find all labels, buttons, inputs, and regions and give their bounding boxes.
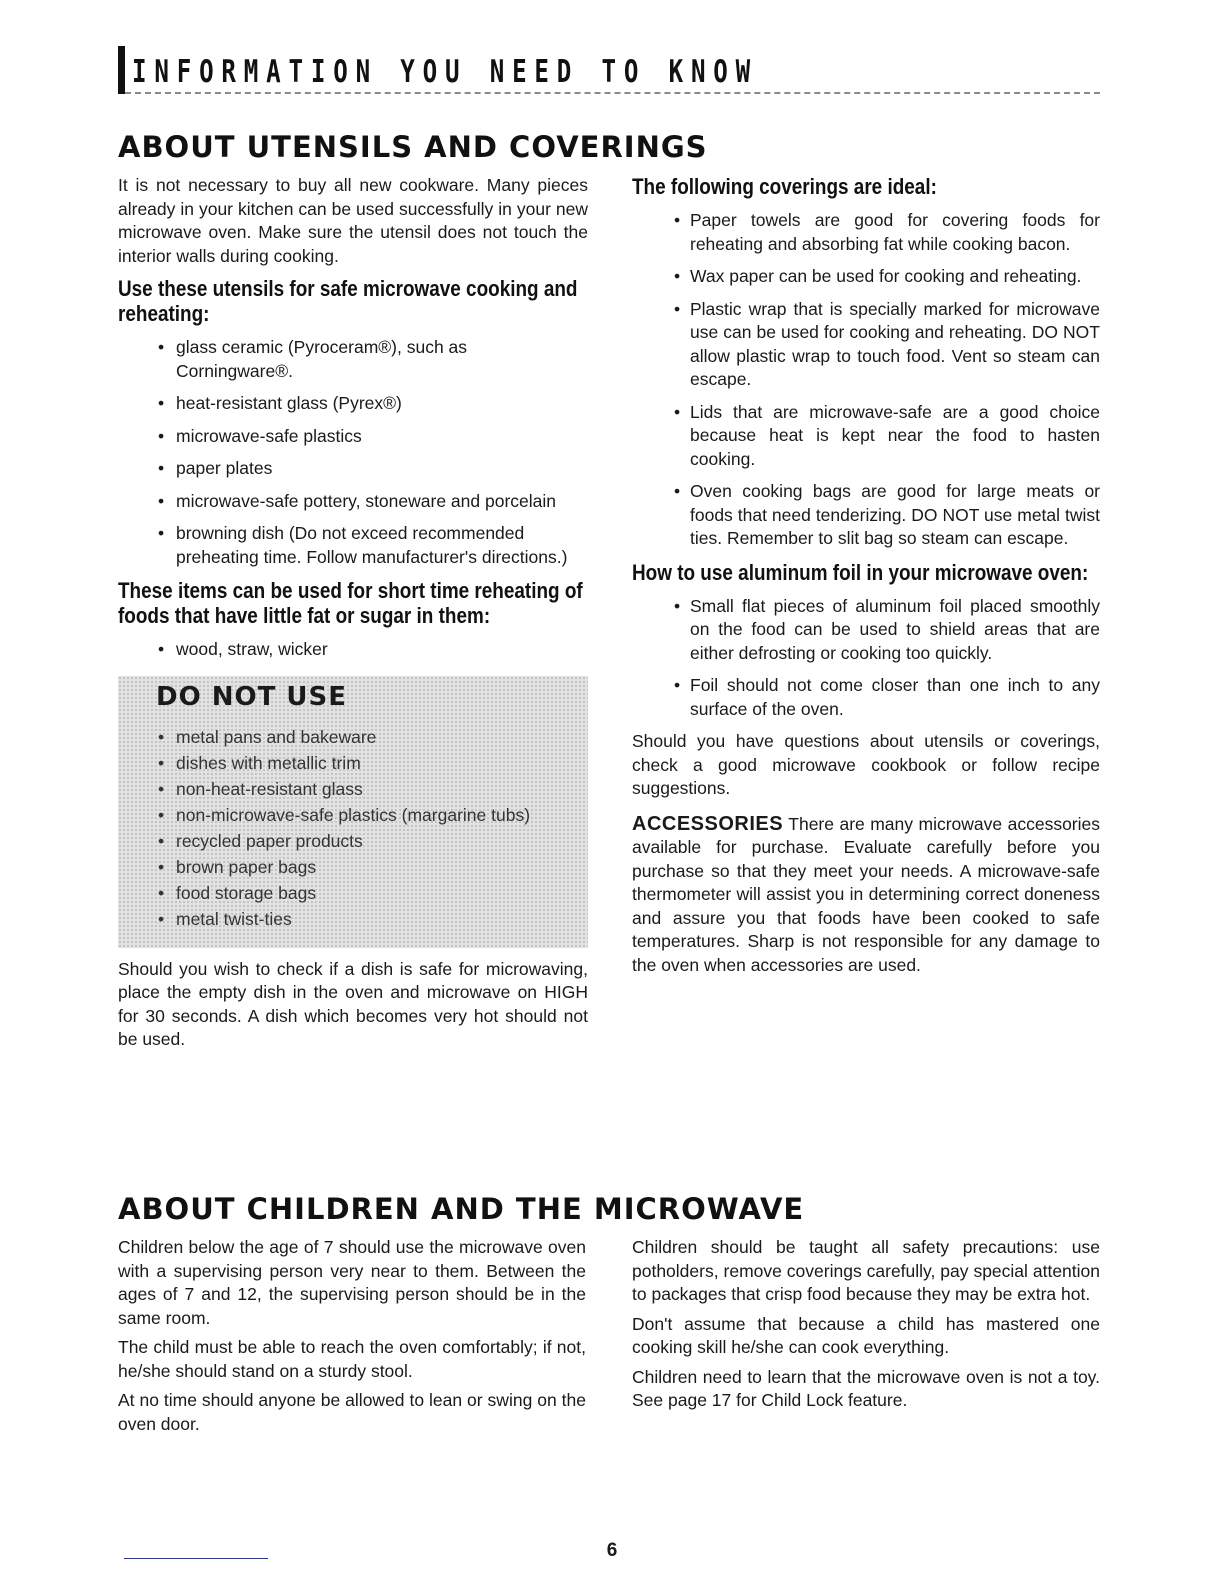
list-item: • brown paper bags xyxy=(118,856,588,880)
list-item: • Paper towels are good for covering foods for reheating and absorbing fat while cooking bacon. xyxy=(674,210,1100,254)
list-item: • paper plates xyxy=(118,457,588,481)
list-item: • dishes with metallic trim xyxy=(118,752,588,776)
page-number: 6 xyxy=(606,1540,618,1561)
list-item: • Small flat pieces of aluminum foil placed smoothly on the food can be used to shield areas that are either defrosting or cooking too quickly. xyxy=(674,595,1100,663)
children-paragraph: At no time should anyone be allowed to lean or swing on the oven door. xyxy=(118,1390,586,1434)
questions-text: Should you have questions about utensils or coverings, check a good microwave cookbook or follow recipe suggestions. xyxy=(632,731,1100,798)
list-item: • recycled paper products xyxy=(118,830,588,854)
section-header-title: INFORMATION YOU NEED TO KNOW xyxy=(132,54,759,90)
list-item: • microwave-safe pottery, stoneware and porcelain xyxy=(118,490,588,514)
short-reheat-list xyxy=(118,638,588,662)
list-item: • browning dish (Do not exceed recommended preheating time. Follow manufacturer's directions.) xyxy=(158,523,568,567)
dish-check-text: Should you wish to check if a dish is safe for microwaving, place the empty dish in the oven and microwave on HIGH for 30 seconds. A dish which becomes very hot should not be used. xyxy=(118,958,588,1049)
list-item: • Plastic wrap that is specially marked for microwave use can be used for cooking and reheating. DO NOT allow plastic wrap to touch food. Vent so steam can escape. xyxy=(674,298,1100,389)
bullet-icon: • xyxy=(158,908,165,929)
accessories-label: ACCESSORIES xyxy=(632,812,784,835)
list-item: • Lids that are microwave-safe are a good choice because heat is kept near the food to hasten cooking. xyxy=(674,401,1100,469)
foil-list xyxy=(632,595,1100,722)
bullet-icon: • xyxy=(158,337,165,357)
children-right-column xyxy=(632,1236,1100,1419)
header-rule xyxy=(125,92,1100,94)
foil-heading: How to use aluminum foil in your microwave oven: xyxy=(632,559,1089,585)
children-paragraph: The child must be able to reach the oven comfortably; if not, he/she should stand on a sturdy stool. xyxy=(118,1337,586,1381)
header-bar xyxy=(118,46,125,94)
list-item: • Wax paper can be used for cooking and reheating. xyxy=(632,265,1100,289)
bullet-icon: • xyxy=(674,266,681,286)
bullet-icon: • xyxy=(674,401,681,422)
bullet-icon: • xyxy=(158,856,165,877)
children-paragraph: Children below the age of 7 should use the microwave oven with a supervising person very near to them. Between the ages of 7 and 12, the supervising person should be in the same room. xyxy=(118,1237,586,1328)
bullet-icon: • xyxy=(674,210,681,230)
list-item: • metal pans and bakeware xyxy=(118,726,588,750)
bullet-icon: • xyxy=(158,752,165,773)
bullet-icon: • xyxy=(674,675,681,695)
short-reheat-heading: These items can be used for short time reheating of foods that have little fat or sugar in them: xyxy=(118,578,583,628)
bullet-icon: • xyxy=(674,298,681,319)
bullet-icon: • xyxy=(158,778,165,799)
list-item: • wood, straw, wicker xyxy=(118,638,588,662)
list-item: • glass ceramic (Pyroceram®), such as Corningware®. xyxy=(158,337,468,381)
bullet-icon: • xyxy=(158,830,165,851)
bullet-icon: • xyxy=(158,639,165,659)
left-column xyxy=(118,174,588,1058)
coverings-heading: The following coverings are ideal: xyxy=(632,174,937,199)
safe-utensils-heading: Use these utensils for safe microwave cooking and reheating: xyxy=(118,276,578,326)
children-paragraph: Children need to learn that the microwave oven is not a toy. See page 17 for Child Lock feature. xyxy=(632,1366,1100,1410)
bullet-icon: • xyxy=(158,726,165,747)
list-item: • Oven cooking bags are good for large meats or foods that need tenderizing. DO NOT use metal twist ties. Remember to slit bag so steam can escape. xyxy=(674,481,1100,548)
footer-rule xyxy=(124,1558,268,1559)
list-item: • heat-resistant glass (Pyrex®) xyxy=(118,392,588,416)
children-left-column xyxy=(118,1236,586,1442)
list-item: • food storage bags xyxy=(118,882,588,906)
list-item: • non-microwave-safe plastics (margarine tubs) xyxy=(118,804,588,828)
bullet-icon: • xyxy=(158,882,165,903)
utensils-heading: ABOUT UTENSILS AND COVERINGS xyxy=(118,130,708,164)
do-not-use-list xyxy=(118,726,588,934)
right-column xyxy=(632,174,1100,983)
bullet-icon: • xyxy=(674,481,681,501)
bullet-icon: • xyxy=(158,490,165,511)
children-paragraph: Don't assume that because a child has mastered one cooking skill he/she can cook everything. xyxy=(632,1313,1100,1357)
do-not-use-box xyxy=(118,676,588,948)
coverings-list xyxy=(632,209,1100,551)
list-item: • microwave-safe plastics xyxy=(118,425,588,449)
do-not-use-title: DO NOT USE xyxy=(156,681,347,712)
bullet-icon: • xyxy=(158,458,165,478)
bullet-icon: • xyxy=(158,393,165,413)
children-heading: ABOUT CHILDREN AND THE MICROWAVE xyxy=(118,1192,805,1226)
accessories-paragraph xyxy=(632,813,1100,978)
bullet-icon: • xyxy=(674,595,681,616)
utensils-intro: It is not necessary to buy all new cookware. Many pieces already in your kitchen can be used successfully in your new microwave oven. Make sure the utensil does not touch the interior walls during cooking. xyxy=(118,175,588,266)
list-item: • Foil should not come closer than one inch to any surface of the oven. xyxy=(674,675,1100,719)
bullet-icon: • xyxy=(158,523,165,543)
bullet-icon: • xyxy=(158,804,165,825)
list-item: • metal twist-ties xyxy=(118,908,588,932)
children-paragraph: Children should be taught all safety precautions: use potholders, remove coverings carefully, pay special attention to packages that crisp food because they may be extra hot. xyxy=(632,1237,1100,1304)
list-item: • non-heat-resistant glass xyxy=(118,778,588,802)
safe-utensils-list xyxy=(118,336,588,569)
bullet-icon: • xyxy=(158,425,165,446)
accessories-text: There are many microwave accessories available for purchase. Evaluate carefully before you purchase so that they meet your needs. A microwave-safe thermometer will assist you in determining correct doneness and assure you that foods have been cooked to safe temperatures. Sharp is not responsible for any damage to the oven when accessories are used. xyxy=(632,813,1101,975)
